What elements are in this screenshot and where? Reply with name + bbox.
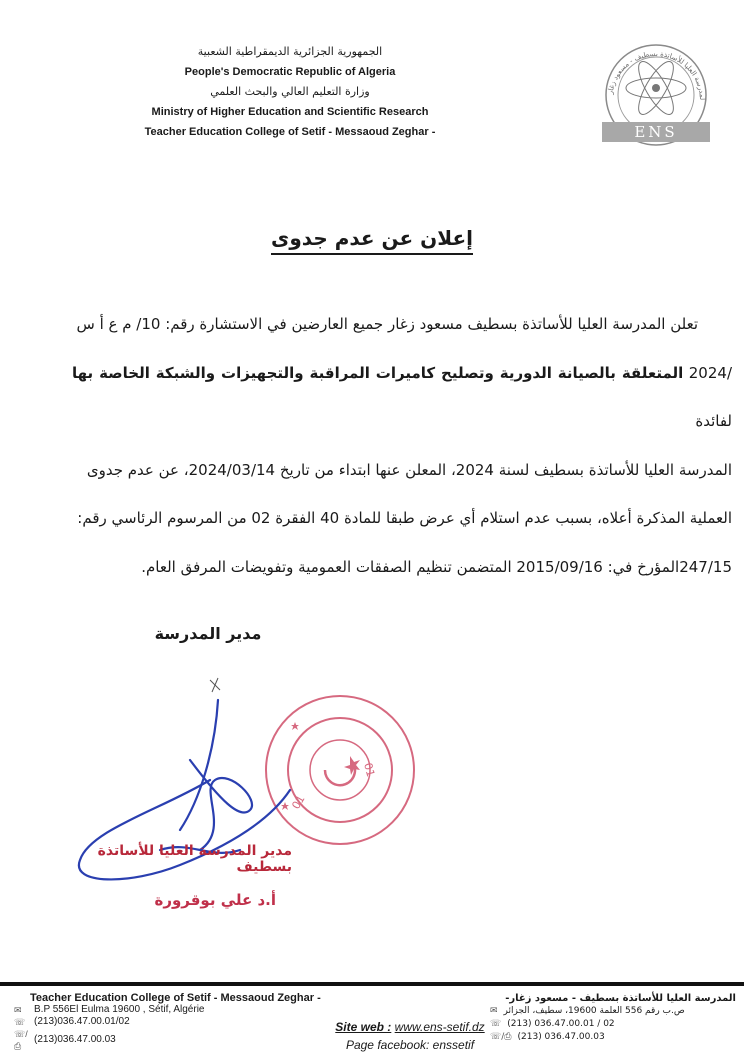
footer-fax-row <box>14 1028 344 1052</box>
footer-contact-en <box>14 992 344 1052</box>
phone-icon: ☏ <box>490 1019 502 1029</box>
footer-web <box>310 1018 510 1054</box>
header-republic-ar: الجمهورية الجزائرية الديمقراطية الشعبية <box>197 45 383 58</box>
phone-icon: ☏ <box>14 1017 26 1027</box>
body-line-2-post: لفائدة <box>695 412 732 431</box>
logo-ring-text: لمدرسة العليا للأساتذة بسطيف - مسعود زغار <box>606 49 707 101</box>
footer-contact-ar <box>490 992 736 1044</box>
header-republic-en: People's Democratic Republic of Algeria <box>184 66 396 78</box>
signatory-label: مدير المدرسة <box>154 624 262 643</box>
footer-site-row <box>310 1018 510 1036</box>
announcement-body <box>72 300 732 592</box>
announcement-title-text: إعلان عن عدم جدوى <box>271 226 473 255</box>
ens-logo-icon <box>592 40 720 148</box>
fax-icon: ⎙/☏ <box>490 1032 512 1042</box>
footer-phone-row-ar <box>490 1018 736 1031</box>
footer-fax-ar: (213) 036.47.00.03 <box>517 1032 605 1042</box>
footer-phone-ar: (213) 036.47.00.01 / 02 <box>507 1019 615 1029</box>
seal-number-left: 01 <box>289 792 308 812</box>
fax-icon: ☏/⎙ <box>14 1029 28 1051</box>
ens-logo <box>592 40 720 148</box>
body-line <box>72 446 732 495</box>
header-ministry-en: Ministry of Higher Education and Scientific Research <box>151 106 429 118</box>
stamp-signer-title: مدير المدرسة العليا للأساتذة بسطيف <box>97 843 292 875</box>
site-link[interactable]: www.ens-setif.dz <box>394 1020 485 1034</box>
footer-fax-en: (213)036.47.00.03 <box>34 1034 116 1045</box>
footer-college-ar: المدرسة العليا للأساتذة بسطيف - مسعود زغار- <box>505 993 736 1004</box>
stamp-signer-name: أ.د علي بوقرورة <box>154 891 276 909</box>
announcement-title <box>0 226 744 250</box>
footer-facebook: Page facebook: enssetif <box>345 1038 475 1052</box>
svg-text:المدرسة العليا للأساتذة بسطيف <box>592 40 706 100</box>
logo-acronym: ENS <box>634 123 678 141</box>
body-line-5: 247/15المؤرخ في: 2015/09/16 المتضمن تنظيم الصفقات العمومية وتفويضات المرفق العام. <box>141 557 732 576</box>
footer-address-ar: ص.ب رقم 556 العلمة 19600، سطيف، الجزائر <box>503 1006 685 1016</box>
footer-college-en: Teacher Education College of Setif - Messaoud Zeghar - <box>30 992 321 1004</box>
body-line-1: تعلن المدرسة العليا للأساتذة بسطيف مسعود زغار جميع العارضين في الاستشارة رقم: 10/ م ع أ س <box>76 315 698 333</box>
mail-icon: ✉ <box>14 1005 22 1015</box>
site-label: Site web : <box>335 1020 392 1034</box>
footer-fax-row-ar <box>490 1031 736 1044</box>
footer-address-row <box>14 1004 344 1016</box>
official-seal-icon <box>266 696 414 844</box>
body-line <box>72 543 732 592</box>
pen-mark-icon <box>210 678 220 692</box>
mail-icon: ✉ <box>490 1006 498 1016</box>
body-line <box>72 300 732 349</box>
body-line-2-subject: المتعلقة بالصيانة الدورية وتصليح كاميرات المراقبة والتجهيزات والشبكة الخاصة بها <box>72 363 684 382</box>
body-line <box>72 349 732 446</box>
body-line-4: العملية المذكرة أعلاه، بسبب عدم استلام أي عرض طبقا للمادة 40 الفقرة 02 من المرسوم الرئاسي رقم: <box>77 509 732 528</box>
header-ministry-ar: وزارة التعليم العالي والبحث العلمي <box>210 85 370 98</box>
footer-address-en: B.P 556El Eulma 19600 , Sétif, Algérie <box>34 1004 205 1015</box>
footer-divider <box>0 982 744 986</box>
body-line-3: المدرسة العليا للأساتذة بسطيف لسنة 2024، المعلن عنها ابتداء من تاريخ 2024/03/14، عن عدم جدوى <box>86 460 732 479</box>
body-line-2-pre: /2024 <box>683 363 732 382</box>
letterhead <box>120 42 460 142</box>
footer-phone-row <box>14 1016 344 1028</box>
seal-number-right: 01 <box>361 761 378 779</box>
body-line <box>72 494 732 543</box>
footer-phone-en: (213)036.47.00.01/02 <box>34 1016 130 1027</box>
header-college-en: Teacher Education College of Setif - Messaoud Zeghar - <box>144 126 436 138</box>
footer-address-row-ar <box>490 1005 736 1018</box>
